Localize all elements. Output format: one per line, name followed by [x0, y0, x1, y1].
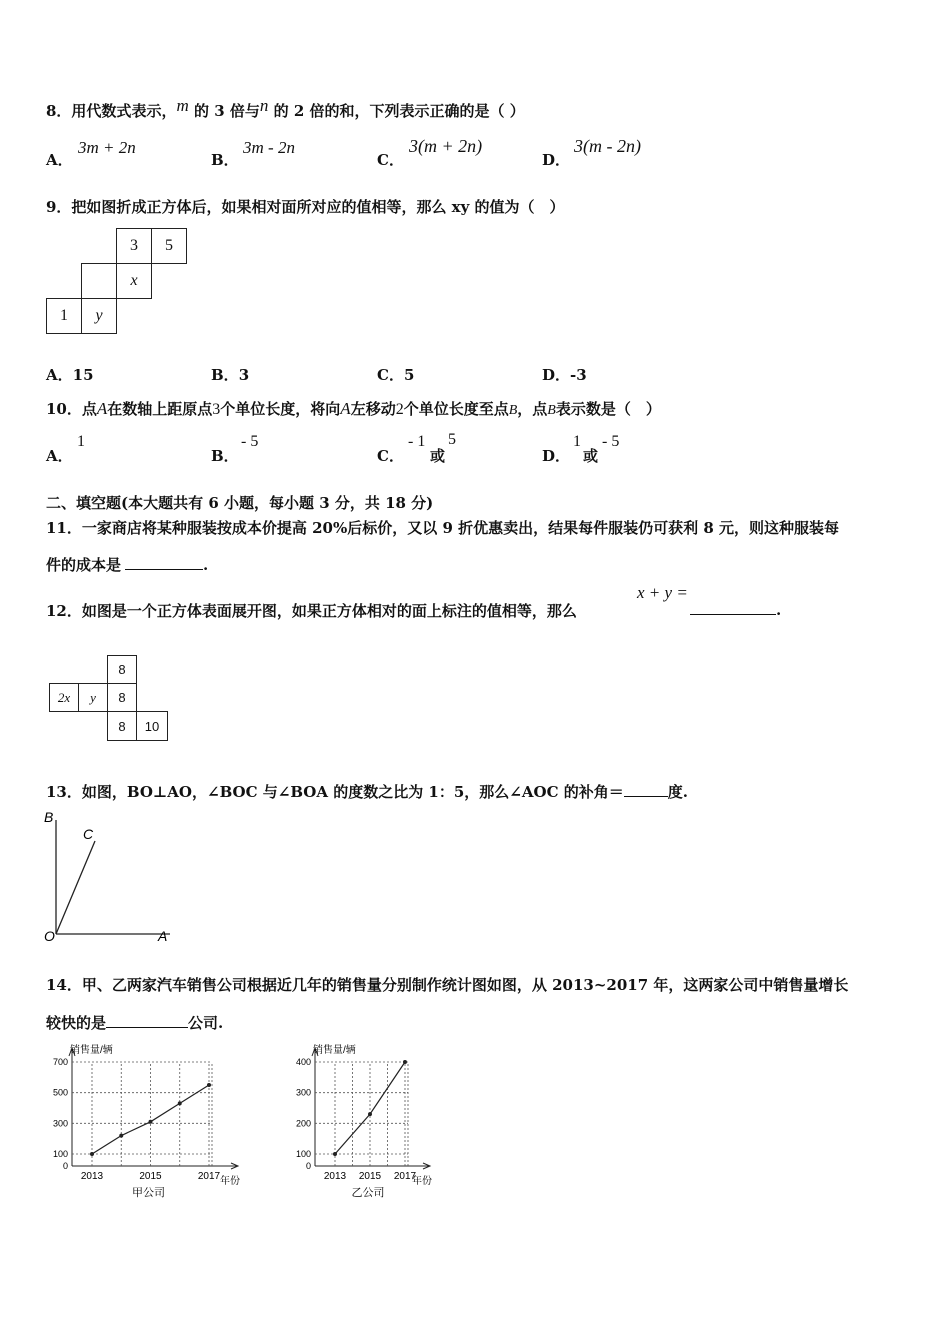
q9-option-a[interactable] — [46, 364, 94, 385]
label-c: C — [83, 826, 94, 842]
q14-line2-text: 较快的是 — [46, 1014, 107, 1032]
data-point — [368, 1112, 372, 1116]
y-tick-label: 0 — [305, 1161, 311, 1171]
x-tick-label: 2015 — [358, 1171, 382, 1182]
y-tick-label: 300 — [295, 1087, 311, 1098]
q12-cell: 2x — [49, 683, 79, 712]
chart-title: 乙公司 — [351, 1187, 385, 1199]
label-a: A — [158, 928, 168, 944]
y-tick-label: 100 — [52, 1149, 68, 1159]
q10-var: B — [547, 403, 556, 418]
q8-option-d[interactable] — [542, 149, 570, 170]
x-tick-label: 2013 — [323, 1171, 347, 1182]
q8-stem-part: 的 3 倍与 — [193, 102, 260, 120]
q11-line2 — [46, 554, 208, 575]
q11-line1: 11．一家商店将某种服装按成本价提高 20%后标价，又以 9 折优惠卖出，结果每件服装仍可获利 8 元，则这种服装每 — [46, 519, 839, 537]
q10-var: B — [508, 403, 518, 418]
q10-option-d-value1: 1 — [573, 433, 581, 450]
q10-stem — [46, 398, 661, 419]
q8-option-c-expr: 3(m + 2n) — [409, 136, 483, 156]
q12-end: . — [776, 601, 782, 619]
y-tick-label: 100 — [295, 1149, 311, 1159]
option-letter: B． — [211, 151, 239, 169]
option-letter: D． — [542, 447, 571, 465]
q11-line2-end: . — [203, 556, 209, 574]
option-letter: A． — [46, 366, 73, 384]
q8-option-c[interactable] — [377, 149, 404, 170]
option-letter: C． — [377, 151, 404, 169]
data-point — [403, 1060, 407, 1064]
data-point — [333, 1152, 337, 1156]
q10-stem-part: 个单位长度至点 — [403, 400, 509, 418]
q12-cell: 10 — [136, 711, 168, 741]
q8-stem — [46, 96, 525, 121]
q10-stem-part: 在数轴上距原点 — [107, 400, 213, 418]
x-tick-label: 2013 — [80, 1171, 104, 1182]
q8-option-a[interactable] — [46, 149, 73, 170]
q10-stem-part: 个单位长度，将向 — [220, 400, 341, 418]
option-value: -3 — [570, 366, 587, 384]
q9-cube-net — [46, 228, 191, 338]
y-tick-label: 700 — [52, 1057, 68, 1067]
q14-line2 — [46, 1012, 223, 1033]
q9-cell: 5 — [151, 228, 187, 264]
q8-stem-part: 的 2 倍的和，下列表示正确的是（ ） — [273, 102, 525, 120]
q13-angle-diagram — [40, 808, 180, 948]
chart-yi — [285, 1038, 460, 1213]
q9-cell: 3 — [116, 228, 152, 264]
q10-option-c[interactable] — [377, 445, 404, 466]
q10-stem-part: 表示数是（ ） — [555, 400, 661, 418]
y-tick-label: 300 — [52, 1118, 68, 1129]
option-letter: C． — [377, 366, 404, 384]
section-heading: 二、填空题(本大题共有 6 小题，每小题 3 分，共 18 分) — [46, 494, 434, 512]
q10-option-c-value1: - 1 — [408, 433, 426, 450]
q8-var-n: n — [259, 96, 269, 115]
q10-option-b[interactable] — [211, 445, 239, 466]
q9-option-d[interactable] — [542, 364, 587, 385]
chart-title: 甲公司 — [132, 1187, 165, 1199]
q10-stem-part: 左移动 — [350, 400, 396, 418]
x-axis-label: 年份 — [220, 1176, 240, 1187]
q13-stem-text: 13．如图，BO⊥AO，∠BOC 与∠BOA 的度数之比为 1：5，那么∠AOC 的补角＝ — [46, 783, 624, 801]
q10-option-b-value: - 5 — [241, 433, 259, 450]
q10-var: A — [96, 399, 108, 418]
q10-option-c-or: 或 — [430, 447, 446, 465]
data-point — [119, 1134, 123, 1138]
q10-stem-part: ，点 — [517, 400, 548, 418]
q9-option-c[interactable] — [377, 364, 414, 385]
y-tick-label: 500 — [52, 1087, 68, 1098]
q13-stem — [46, 781, 688, 802]
option-letter: C． — [377, 447, 404, 465]
q14-answer-blank[interactable] — [106, 1013, 188, 1028]
x-tick-label: 2017 — [197, 1171, 221, 1182]
q8-stem-part: 8．用代数式表示， — [46, 102, 177, 120]
q13-stem-end: 度. — [667, 783, 688, 801]
option-letter: A． — [46, 447, 73, 465]
q12-answer-line — [690, 600, 781, 619]
q9-cell: x — [116, 263, 152, 299]
option-value: 15 — [72, 366, 94, 384]
q8-option-b-expr: 3m - 2n — [243, 138, 295, 157]
x-tick-label: 2017 — [393, 1171, 417, 1182]
q10-option-d-or: 或 — [583, 447, 599, 465]
q12-cell: y — [78, 683, 108, 712]
q8-option-b[interactable] — [211, 149, 239, 170]
q8-option-a-expr: 3m + 2n — [78, 138, 136, 157]
data-point — [178, 1101, 182, 1105]
y-axis-label: 销售量/辆 — [70, 1045, 113, 1056]
q10-var: A — [340, 399, 351, 418]
chart-jia — [40, 1038, 255, 1213]
option-letter: D． — [542, 151, 571, 169]
option-letter: B． — [211, 447, 239, 465]
ray-oc — [56, 841, 95, 934]
option-value: 3 — [238, 366, 250, 384]
q12-cell: 8 — [107, 655, 137, 684]
q12-cell: 8 — [107, 711, 137, 741]
y-axis-label: 销售量/辆 — [313, 1045, 356, 1056]
series-line — [92, 1085, 209, 1154]
label-o: O — [44, 928, 55, 944]
option-letter: D． — [542, 366, 571, 384]
q8-var-m: m — [176, 96, 189, 115]
data-point — [149, 1120, 153, 1124]
q9-cell: y — [81, 298, 117, 334]
q12-stem: 12．如图是一个正方体表面展开图，如果正方体相对的面上标注的值相等，那么 — [46, 602, 577, 620]
q12-expr: x + y = — [637, 583, 688, 602]
q10-option-a-value: 1 — [77, 433, 85, 450]
q14-line1: 14．甲、乙两家汽车销售公司根据近几年的销售量分别制作统计图如图，从 2013~2017 年，这两家公司中销售量增长 — [46, 976, 849, 994]
q12-answer-blank[interactable] — [690, 600, 776, 615]
q10-stem-part: 10．点 — [46, 400, 97, 418]
q12-cell: 8 — [107, 683, 137, 712]
q10-option-d[interactable] — [542, 445, 570, 466]
option-letter: B． — [211, 366, 239, 384]
y-tick-label: 200 — [295, 1118, 311, 1129]
y-tick-label: 400 — [295, 1057, 311, 1067]
data-point — [90, 1152, 94, 1156]
q14-line2-end: 公司. — [188, 1014, 224, 1032]
x-axis-label: 年份 — [412, 1176, 432, 1187]
q13-answer-blank[interactable] — [624, 782, 668, 797]
data-point — [207, 1083, 211, 1087]
q8-option-d-expr: 3(m - 2n) — [574, 136, 641, 156]
q10-option-d-value2: - 5 — [602, 433, 620, 450]
x-tick-label: 2015 — [139, 1171, 162, 1182]
q9-stem: 9．把如图折成正方体后，如果相对面所对应的值相等，那么 xy 的值为（ ） — [46, 198, 565, 216]
q11-line2-text: 件的成本是 — [46, 556, 122, 574]
q10-num: 3 — [212, 401, 221, 418]
option-letter: A． — [46, 151, 73, 169]
q9-cell: 1 — [46, 298, 82, 334]
q10-option-c-value2: 5 — [448, 431, 456, 448]
option-value: 5 — [403, 366, 415, 384]
q10-num: 2 — [395, 401, 404, 418]
q10-option-a[interactable] — [46, 445, 73, 466]
q11-answer-blank[interactable] — [125, 555, 203, 570]
q9-cell-empty — [81, 263, 117, 299]
q9-option-b[interactable] — [211, 364, 249, 385]
y-tick-label: 0 — [62, 1161, 68, 1171]
label-b: B — [44, 809, 54, 825]
q12-cube-net — [48, 655, 173, 747]
